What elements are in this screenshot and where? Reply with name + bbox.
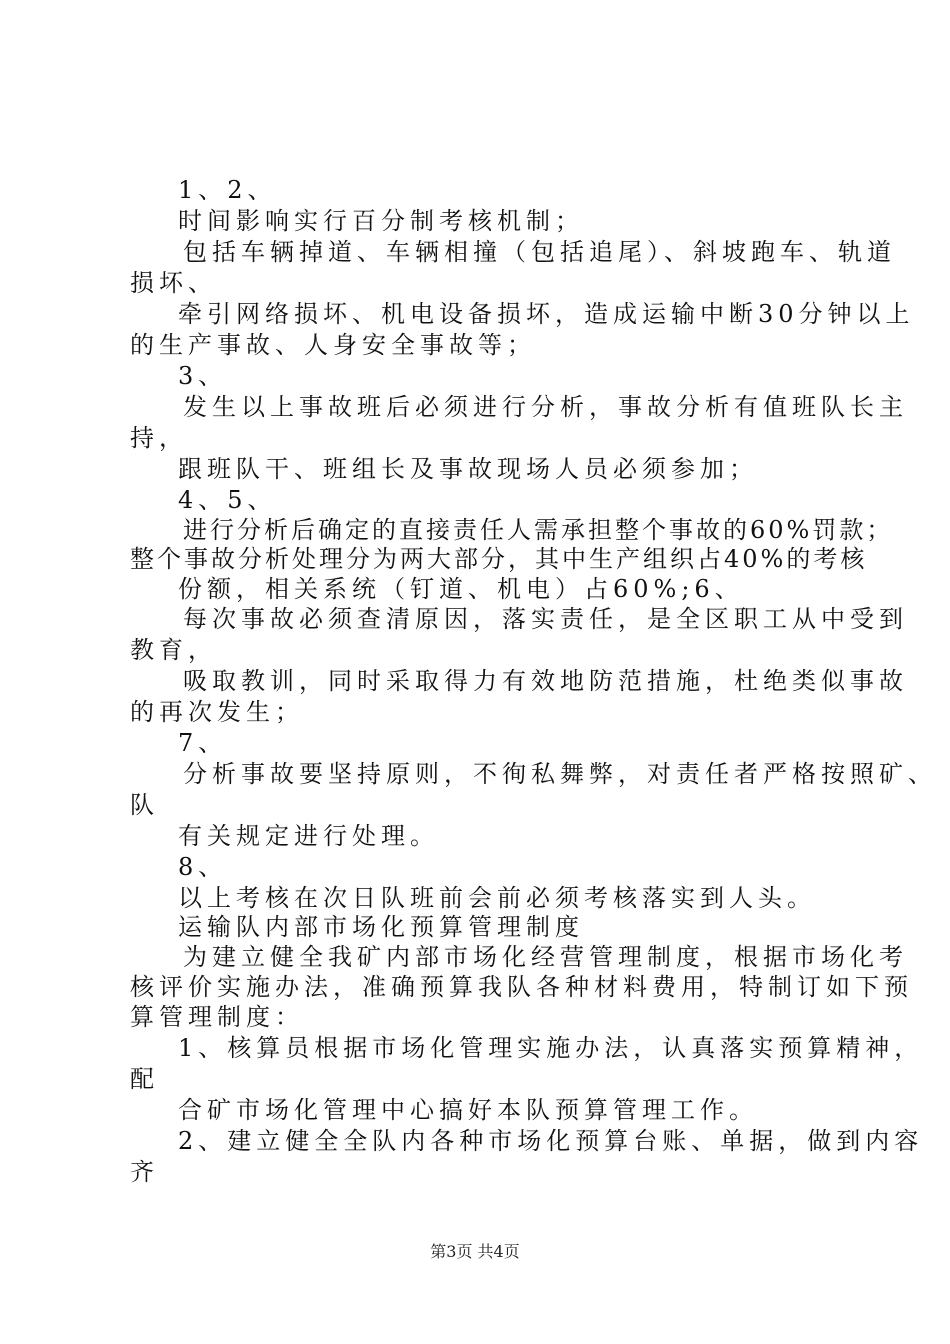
text-line-31: 合矿市场化管理中心搞好本队预算管理工作。	[178, 1096, 758, 1124]
text-line-17: 吸取教训，同时采取得力有效地防范措施，杜绝类似事故	[183, 667, 908, 695]
text-line-5: 牵引网络损坏、机电设备损坏，造成运输中断30分钟以上	[178, 300, 915, 328]
text-line-14: 份额，相关系统（钉道、机电）占60%;6、	[178, 575, 744, 603]
text-line-7: 3、	[178, 362, 228, 390]
text-line-12: 进行分析后确定的直接责任人需承担整个事故的60%罚款；	[183, 516, 894, 544]
text-line-28: 算管理制度：	[130, 1003, 304, 1031]
text-line-27: 核评价实施办法，准确预算我队各种材料费用，特制订如下预	[130, 973, 913, 1001]
text-line-20: 分析事故要坚持原则，不徇私舞弊，对责任者严格按照矿、	[183, 760, 937, 788]
page-number-footer: 第3页 共4页	[430, 1242, 520, 1261]
text-line-10: 跟班队干、班组长及事故现场人员必须参加；	[178, 455, 758, 483]
text-line-2: 时间影响实行百分制考核机制；	[178, 207, 584, 235]
text-line-33: 齐	[130, 1158, 159, 1186]
text-line-22: 有关规定进行处理。	[178, 822, 439, 850]
text-line-30: 配	[130, 1065, 159, 1093]
text-line-11: 4、5、	[178, 486, 277, 514]
text-line-15: 每次事故必须查清原因，落实责任，是全区职工从中受到	[183, 605, 908, 633]
text-line-25: 运输队内部市场化预算管理制度	[178, 913, 584, 941]
text-line-23: 8、	[178, 853, 228, 881]
text-line-19: 7、	[178, 729, 228, 757]
text-line-21: 队	[130, 791, 159, 819]
text-line-8: 发生以上事故班后必须进行分析，事故分析有值班队长主	[183, 393, 908, 421]
text-line-29: 1、核算员根据市场化管理实施办法，认真落实预算精神，	[178, 1034, 924, 1062]
text-line-16: 教育，	[130, 636, 217, 664]
text-line-6: 的生产事故、人身安全事故等；	[130, 331, 536, 359]
text-line-9: 持，	[130, 424, 188, 452]
text-line-1: 1、2、	[178, 176, 277, 204]
text-line-3: 包括车辆掉道、车辆相撞（包括追尾）、斜坡跑车、轨道	[183, 238, 896, 266]
text-line-18: 的再次发生；	[130, 698, 304, 726]
text-line-13: 整个事故分析处理分为两大部分，其中生产组织占40%的考核	[130, 545, 868, 573]
text-line-32: 2、建立健全全队内各种市场化预算台账、单据，做到内容	[178, 1127, 924, 1155]
text-line-4: 损坏、	[130, 269, 217, 297]
text-line-24: 以上考核在次日队班前会前必须考核落实到人头。	[178, 884, 816, 912]
text-line-26: 为建立健全我矿内部市场化经营管理制度，根据市场化考	[183, 943, 908, 971]
